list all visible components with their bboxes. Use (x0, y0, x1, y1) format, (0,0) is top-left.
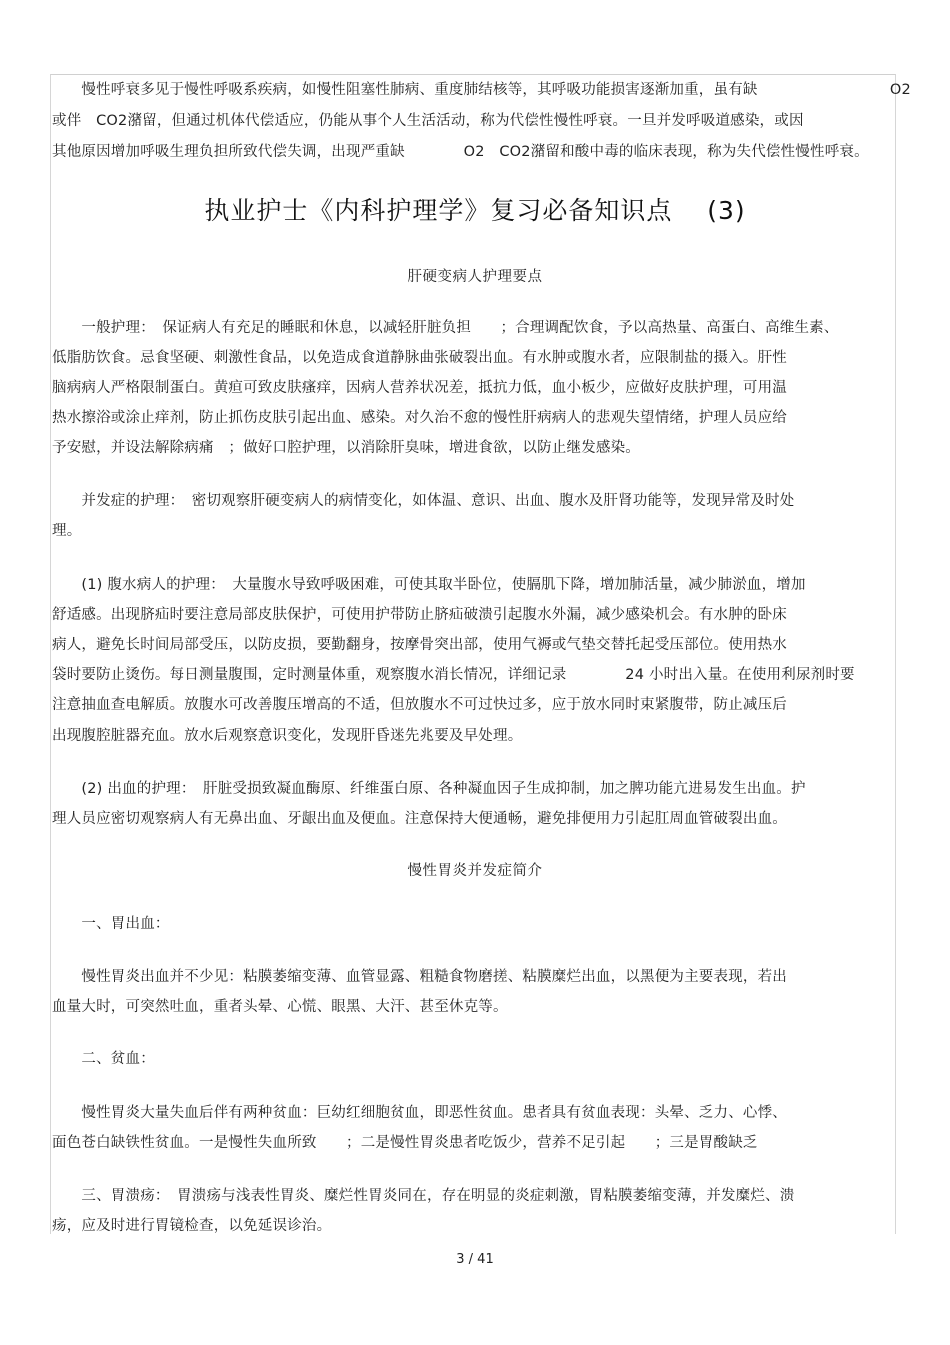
page-number: 3 / 41 (456, 1252, 494, 1267)
text-line: 出现腹腔脏器充血。放水后观察意识变化，发现肝昏迷先兆要及早处理。 (52, 728, 523, 744)
text-line: 低脂肪饮食。忌食坚硬、刺激性食品，以免造成食道静脉曲张破裂出血。有水肿或腹水者，应限制盐的摄入。肝性 (52, 350, 787, 366)
text-line: 血量大时，可突然吐血，重者头晕、心慌、眼黑、大汗、甚至休克等。 (52, 999, 508, 1015)
sub-heading: 二、贫血： (52, 1051, 155, 1067)
text-line: 热水擦浴或涂止痒剂，防止抓伤皮肤引起出血、感染。对久治不愈的慢性肝病病人的悲观失望情绪，护理人员应给 (52, 410, 787, 426)
text-line: 理。 (52, 523, 82, 539)
text-line: 慢性胃炎大量失血后伴有两种贫血：巨幼红细胞贫血，即恶性贫血。患者具有贫血表现：头晕、乏力、心悸、 (52, 1105, 787, 1121)
text-line: 注意抽血查电解质。放腹水可改善腹压增高的不适，但放腹水不可过快过多，应于放水同时束紧腹带，防止减压后 (52, 697, 787, 713)
text-line: 舒适感。出现脐疝时要注意局部皮肤保护，可使用护带防止脐疝破溃引起腹水外漏，减少感染机会。有水肿的卧床 (52, 607, 787, 623)
text-line: 理人员应密切观察病人有无鼻出血、牙龈出血及便血。注意保持大便通畅，避免排便用力引起肛周血管破裂出血。 (52, 811, 787, 827)
section-heading: 慢性胃炎并发症简介 (407, 863, 543, 879)
text-line: 慢性胃炎出血并不少见：粘膜萎缩变薄、血管显露、粗糙食物磨搓、粘膜糜烂出血，以黑便为主要表现，若出 (52, 969, 787, 985)
text-line: 慢性呼衰多见于慢性呼吸系疾病，如慢性阻塞性肺病、重度肺结核等，其呼吸功能损害逐渐加重，虽有缺 O2 (52, 82, 911, 98)
text-line: 其他原因增加呼吸生理负担所致代偿失调，出现严重缺 O2 CO2潴留和酸中毒的临床表现，称为失代偿性慢性呼衰。 (52, 144, 869, 160)
text-line: (1) 腹水病人的护理： 大量腹水导致呼吸困难，可使其取半卧位，使膈肌下降，增加肺活量，减少肺淤血，增加 (52, 577, 806, 593)
section-heading: 肝硬变病人护理要点 (407, 269, 543, 285)
text-line: (2) 出血的护理： 肝脏受损致凝血酶原、纤维蛋白原、各种凝血因子生成抑制，加之脾功能亢进易发生出血。护 (52, 781, 806, 797)
text-line: 袋时要防止烫伤。每日测量腹围，定时测量体重，观察腹水消长情况，详细记录 24 小时出入量。在使用利尿剂时要 (52, 667, 855, 683)
text-line: 或伴 CO2潴留，但通过机体代偿适应，仍能从事个人生活活动，称为代偿性慢性呼衰。一旦并发呼吸道感染，或因 (52, 113, 804, 129)
sub-heading: 一、胃出血： (52, 916, 170, 932)
text-line: 面色苍白缺铁性贫血。一是慢性失血所致 ；二是慢性胃炎患者吃饭少，营养不足引起 ；三是胃酸缺乏 (52, 1135, 758, 1151)
page-title: 执业护士《内科护理学》复习必备知识点 (3) (204, 196, 746, 225)
text-line: 三、胃溃疡： 胃溃疡与浅表性胃炎、糜烂性胃炎同在，存在明显的炎症刺激，胃粘膜萎缩变薄，并发糜烂、溃 (52, 1188, 795, 1204)
text-line: 病人，避免长时间局部受压，以防皮损，要勤翻身，按摩骨突出部，使用气褥或气垫交替托起受压部位。使用热水 (52, 637, 787, 653)
text-line: 疡，应及时进行胃镜检查，以免延误诊治。 (52, 1218, 332, 1234)
text-line: 一般护理： 保证病人有充足的睡眠和休息，以减轻肝脏负担 ；合理调配饮食，予以高热量、高蛋白、高维生素、 (52, 320, 839, 336)
text-line: 脑病病人严格限制蛋白。黄疸可致皮肤瘙痒，因病人营养状况差，抵抗力低，血小板少，应做好皮肤护理，可用温 (52, 380, 787, 396)
text-line: 予安慰，并设法解除病痛 ；做好口腔护理，以消除肝臭味，增进食欲，以防止继发感染。 (52, 440, 640, 456)
text-line: 并发症的护理： 密切观察肝硬变病人的病情变化，如体温、意识、出血、腹水及肝肾功能等，发现异常及时处 (52, 493, 795, 509)
